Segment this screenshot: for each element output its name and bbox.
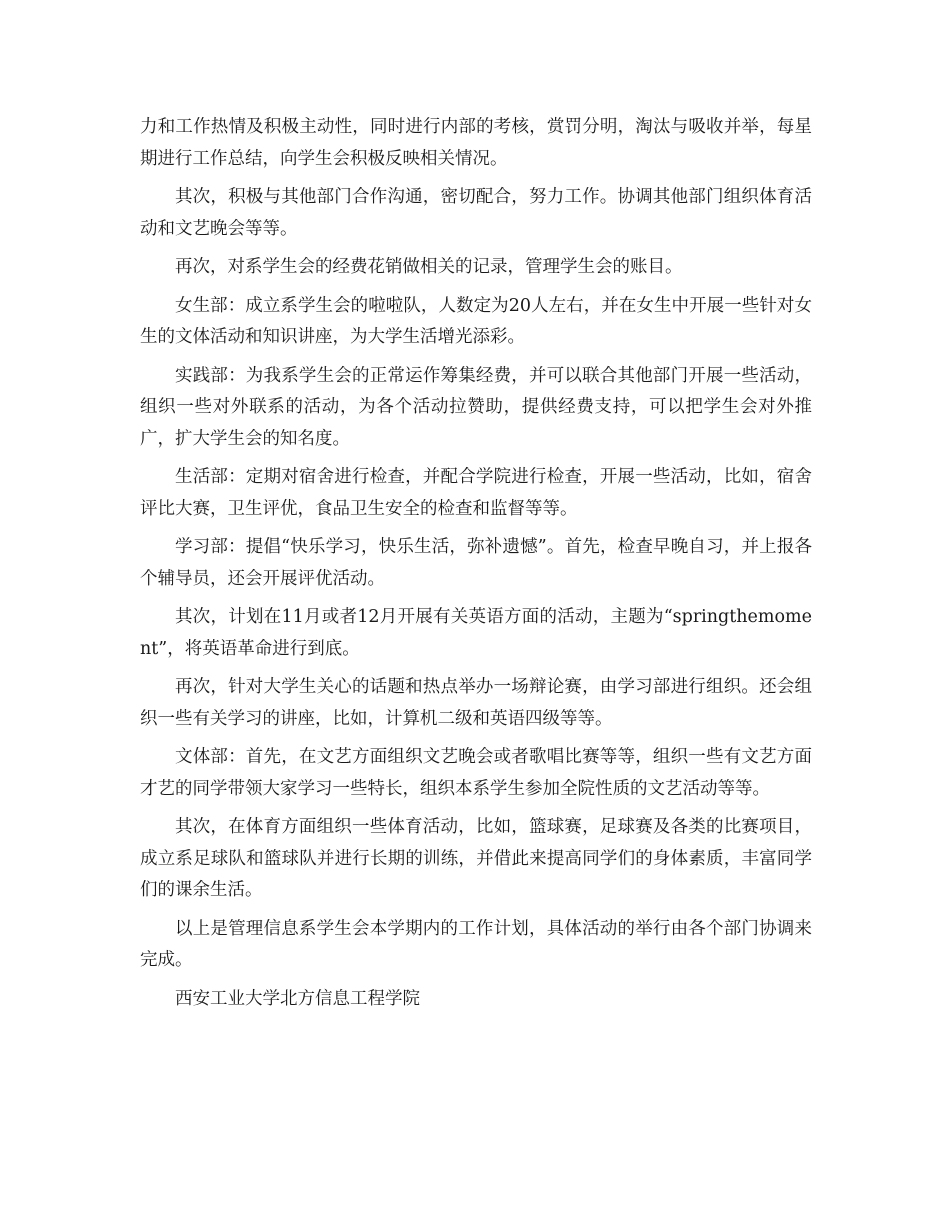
signature-institution: 西安工业大学北方信息工程学院 bbox=[175, 988, 420, 1009]
paragraph-continuation: 力和工作热情及积极主动性，同时进行内部的考核，赏罚分明，淘汰与吸收并举，每星期进行工作总结，向学生会积极反映相关情况。 bbox=[140, 117, 812, 169]
paragraph-accounts: 再次，对系学生会的经费花销做相关的记录，管理学生会的账目。 bbox=[175, 257, 683, 277]
paragraph-summary: 以上是管理信息系学生会本学期内的工作计划，具体活动的举行由各个部门协调来完成。 bbox=[140, 918, 812, 970]
document-body bbox=[140, 112, 812, 1022]
paragraph-english-activity: 其次，计划在11月或者12月开展有关英语方面的活动，主题为“springthemoment”，将英语革命进行到底。 bbox=[140, 607, 812, 659]
paragraph-sports-activities: 其次，在体育方面组织一些体育活动，比如，篮球赛，足球赛及各类的比赛项目，成立系足球队和篮球队并进行长期的训练，并借此来提高同学们的身体素质，丰富同学们的课余生活。 bbox=[140, 817, 812, 900]
paragraph-study-department: 学习部：提倡“快乐学习，快乐生活，弥补遗憾”。首先，检查早晚自习，并上报各个辅导员，还会开展评优活动。 bbox=[140, 537, 812, 589]
paragraph-debate: 再次，针对大学生关心的话题和热点举办一场辩论赛，由学习部进行组织。还会组织一些有关学习的讲座，比如，计算机二级和英语四级等等。 bbox=[140, 677, 812, 729]
paragraph-practice-department: 实践部：为我系学生会的正常运作筹集经费，并可以联合其他部门开展一些活动，组织一些对外联系的活动，为各个活动拉赞助，提供经费支持，可以把学生会对外推广，扩大学生会的知名度。 bbox=[140, 365, 812, 449]
paragraph-girls-department: 女生部：成立系学生会的啦啦队，人数定为20人左右，并在女生中开展一些针对女生的文体活动和知识讲座，为大学生活增光添彩。 bbox=[140, 295, 812, 347]
paragraph-life-department: 生活部：定期对宿舍进行检查，并配合学院进行检查，开展一些活动，比如，宿舍评比大赛，卫生评优，食品卫生安全的检查和监督等等。 bbox=[140, 467, 812, 519]
paragraph-cooperation: 其次，积极与其他部门合作沟通，密切配合，努力工作。协调其他部门组织体育活动和文艺晚会等等。 bbox=[140, 187, 812, 239]
paragraph-arts-sports-department: 文体部：首先，在文艺方面组织文艺晚会或者歌唱比赛等等，组织一些有文艺方面才艺的同学带领大家学习一些特长，组织本系学生参加全院性质的文艺活动等等。 bbox=[140, 747, 812, 799]
